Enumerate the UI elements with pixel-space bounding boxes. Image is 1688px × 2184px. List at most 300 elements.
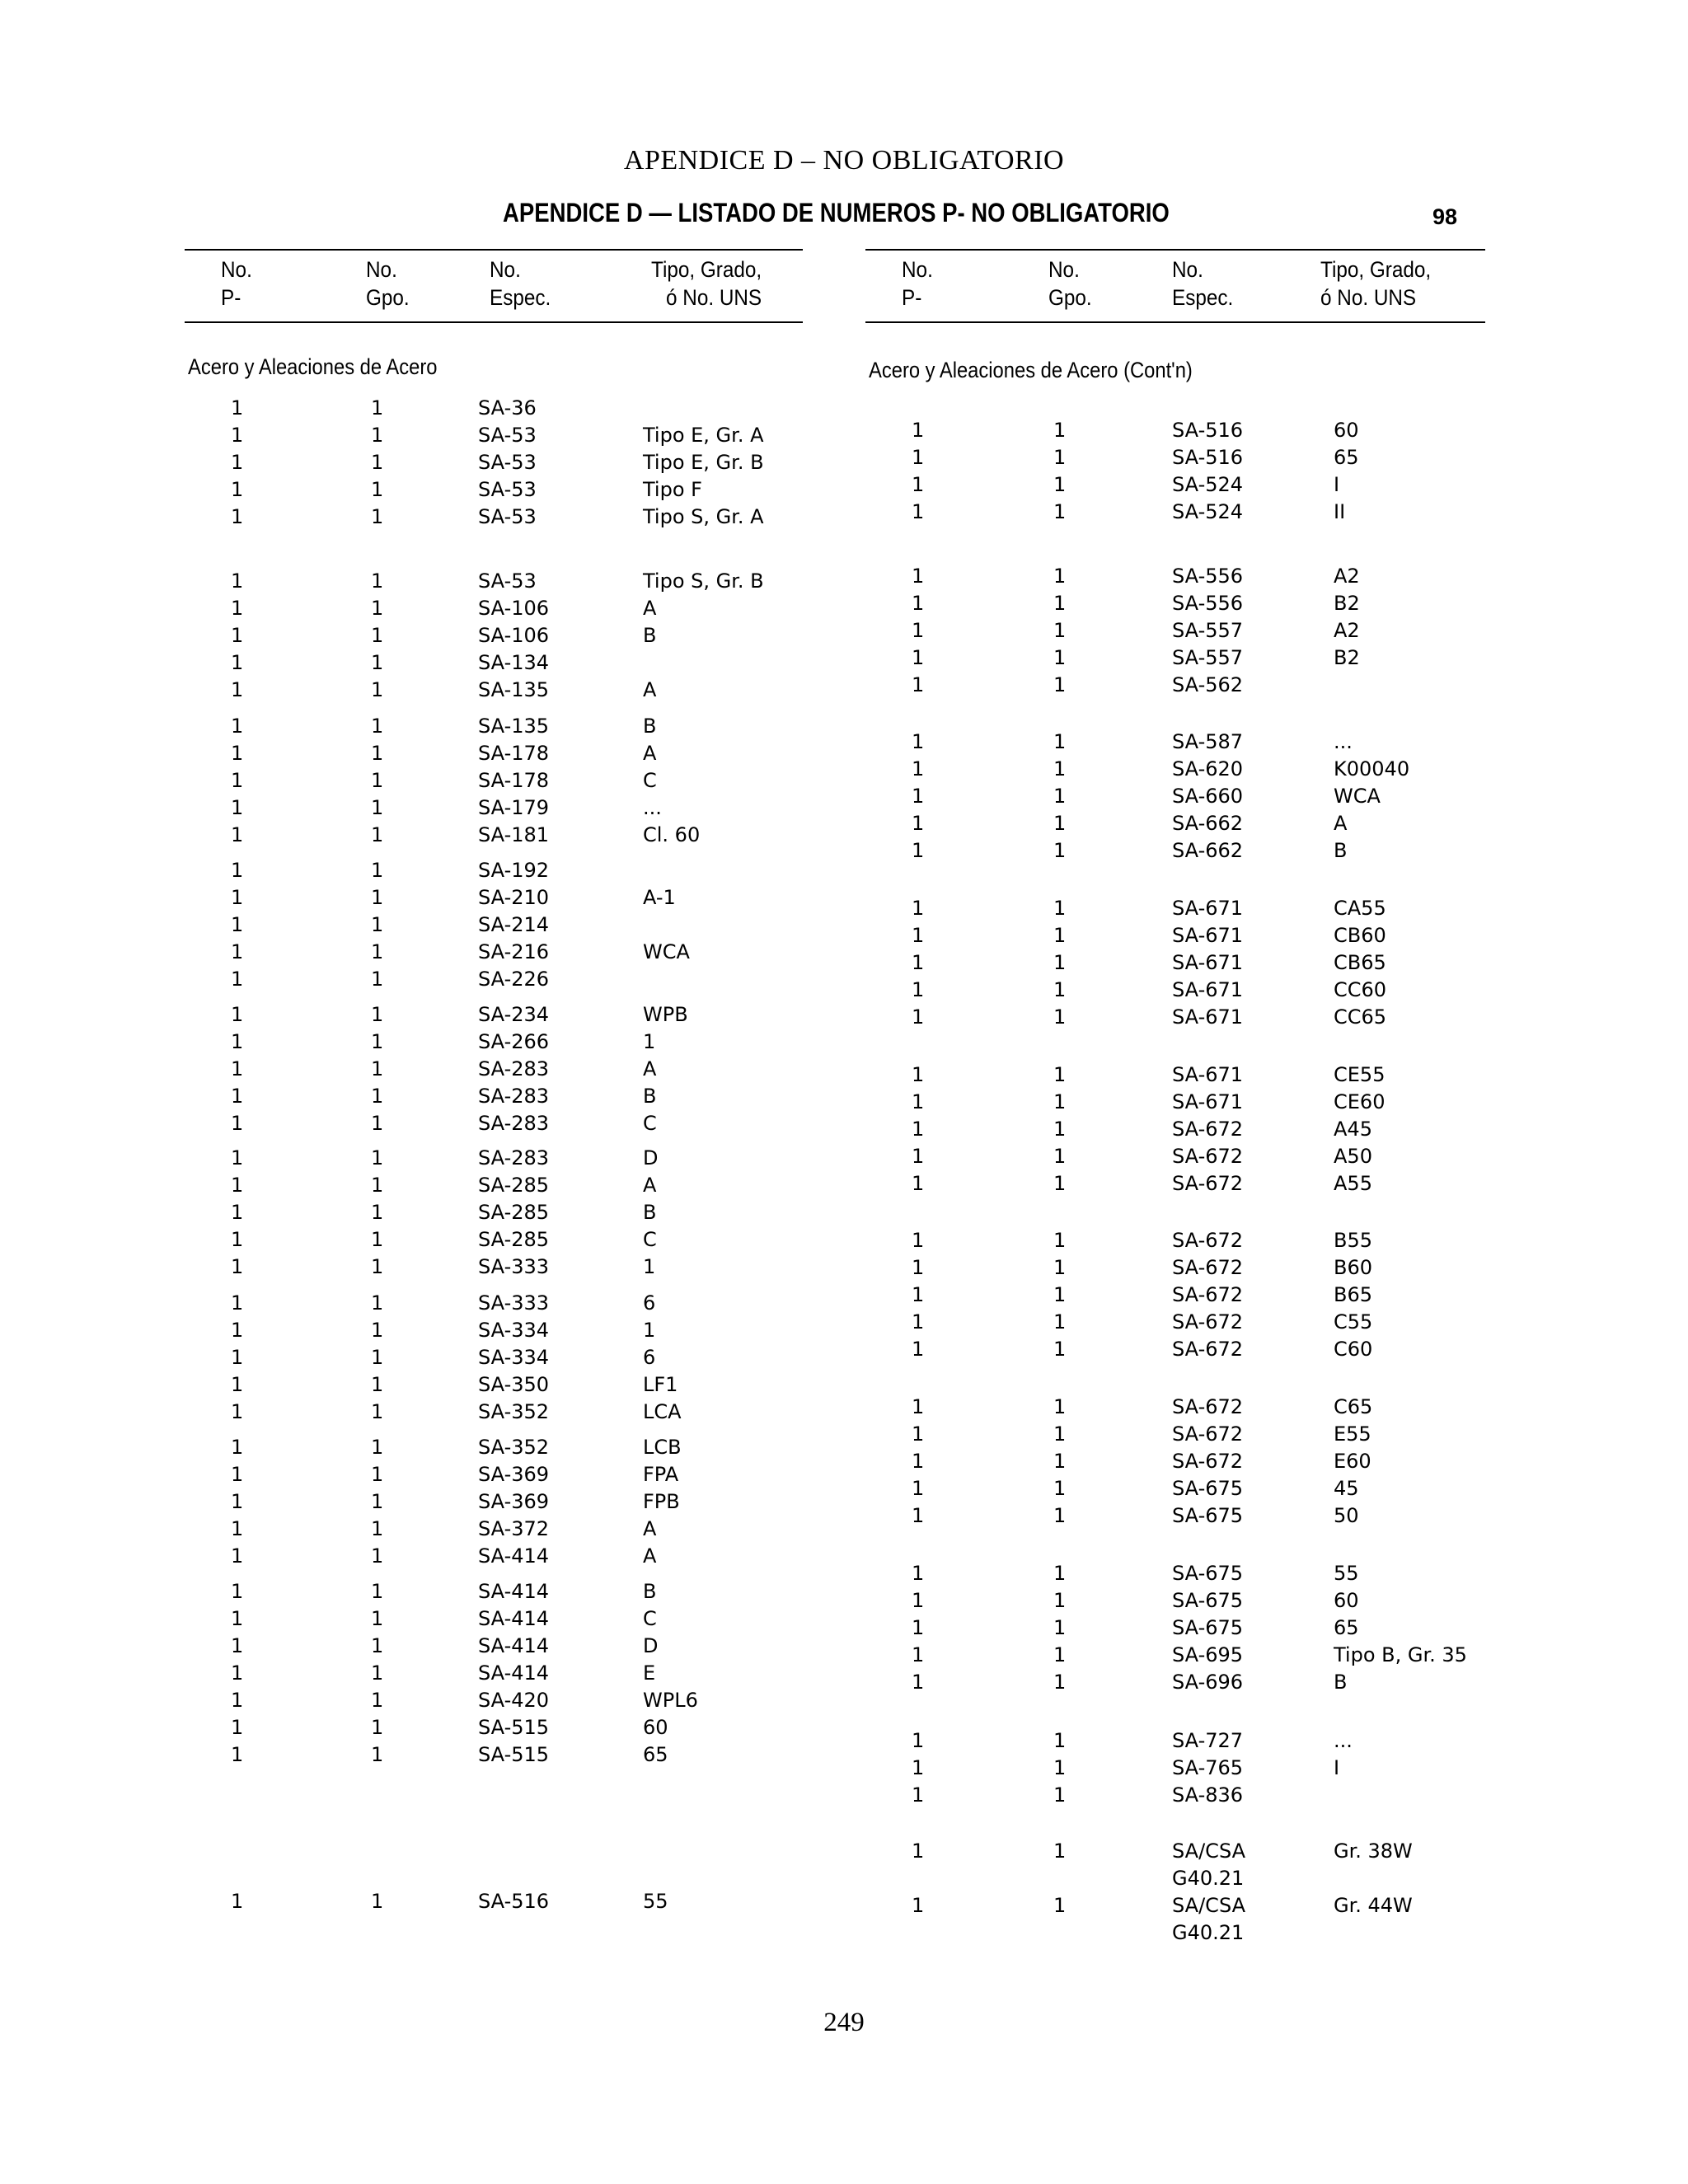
type-grade-cell: WPL6 (643, 1689, 698, 1712)
spec-number-cell: SA-620 (1172, 757, 1244, 780)
spec-number-cell: SA-414 (478, 1607, 550, 1630)
type-grade-cell: A (643, 1174, 657, 1197)
type-grade-cell: A (643, 597, 657, 620)
spec-number-cell: SA-524 (1172, 500, 1244, 523)
p-number-cell: 1 (231, 1400, 244, 1423)
type-grade-cell: C65 (1334, 1395, 1373, 1418)
spec-number-cell: SA-369 (478, 1490, 550, 1513)
type-grade-cell: CE60 (1334, 1090, 1386, 1113)
spec-number-cell: SA-671 (1172, 1063, 1244, 1086)
header-group-number: No. Gpo. (1048, 257, 1092, 310)
p-number-cell: 1 (231, 1291, 244, 1315)
type-grade-cell: Tipo E, Gr. B (643, 451, 764, 474)
spec-number-cell: SA-134 (478, 651, 550, 674)
p-number-cell: 1 (912, 730, 925, 753)
header-type-grade: Tipo, Grado, ó No. UNS (1320, 257, 1432, 310)
p-number-cell: 1 (231, 859, 244, 882)
spec-number-cell: SA-135 (478, 715, 550, 738)
spec-number-cell: SA-350 (478, 1373, 550, 1396)
p-number-cell: 1 (912, 1283, 925, 1306)
type-grade-cell: 60 (1334, 1589, 1359, 1612)
group-number-cell: 1 (1053, 1894, 1067, 1917)
spec-number-cell: SA-53 (478, 451, 537, 474)
header-spec-number: No. Espec. (490, 257, 551, 310)
spec-number-cell: SA-672 (1172, 1172, 1244, 1195)
spec-number-cell: SA-516 (478, 1890, 550, 1913)
type-grade-cell: Tipo S, Gr. B (643, 569, 764, 593)
type-grade-cell: 1 (643, 1319, 656, 1342)
group-number-cell: 1 (371, 569, 384, 593)
spec-number-cell: SA-557 (1172, 619, 1244, 642)
type-grade-cell: WCA (1334, 785, 1381, 808)
p-number-cell: 1 (231, 940, 244, 963)
group-number-cell: 1 (371, 451, 384, 474)
type-grade-cell: C (643, 1228, 657, 1251)
group-number-cell: 1 (1053, 1477, 1067, 1500)
p-number-cell: 1 (912, 1172, 925, 1195)
spec-number-cell: SA-106 (478, 597, 550, 620)
group-number-cell: 1 (1053, 1090, 1067, 1113)
type-grade-cell: E55 (1334, 1422, 1372, 1446)
p-number-cell: 1 (912, 473, 925, 496)
p-number-cell: 1 (231, 597, 244, 620)
p-number-cell: 1 (231, 505, 244, 528)
group-number-cell: 1 (371, 1490, 384, 1513)
type-grade-cell: C (643, 769, 657, 792)
type-grade-cell: 55 (1334, 1562, 1359, 1585)
group-number-cell: 1 (1053, 812, 1067, 835)
p-number-cell: 1 (231, 886, 244, 909)
spec-number-cell: SA-660 (1172, 785, 1244, 808)
group-number-cell: 1 (1053, 951, 1067, 974)
p-number-cell: 1 (231, 1255, 244, 1278)
group-number-cell: 1 (371, 769, 384, 792)
spec-number-cell: SA-234 (478, 1003, 550, 1026)
type-grade-cell: 65 (643, 1743, 668, 1766)
group-number-cell: 1 (371, 796, 384, 819)
spec-number-cell: SA-181 (478, 823, 550, 846)
spec-number-cell: SA-53 (478, 424, 537, 447)
group-number-cell: 1 (1053, 1729, 1067, 1752)
type-grade-cell: B (1334, 839, 1348, 862)
type-grade-cell: 6 (643, 1346, 656, 1369)
spec-number-cell: SA-210 (478, 886, 550, 909)
spec-number-cell: SA-524 (1172, 473, 1244, 496)
p-number-cell: 1 (231, 1517, 244, 1540)
p-number-cell: 1 (912, 673, 925, 696)
spec-number-cell: SA-672 (1172, 1145, 1244, 1168)
spec-number-cell: SA-672 (1172, 1256, 1244, 1279)
p-number-cell: 1 (231, 1634, 244, 1657)
spec-number-cell: SA-106 (478, 624, 550, 647)
p-number-cell: 1 (912, 897, 925, 920)
group-number-cell: 1 (371, 913, 384, 936)
group-number-cell: 1 (371, 1174, 384, 1197)
group-number-cell: 1 (371, 1030, 384, 1053)
type-grade-cell: B (643, 1201, 657, 1224)
type-grade-cell: B65 (1334, 1283, 1373, 1306)
document-title: APENDICE D — LISTADO DE NUMEROS P- NO OBLIGATORIO (503, 198, 1170, 227)
group-number-cell: 1 (1053, 1229, 1067, 1252)
spec-number-cell: SA-672 (1172, 1118, 1244, 1141)
group-number-cell: 1 (371, 1436, 384, 1459)
spec-number-cell: SA-836 (1172, 1783, 1244, 1807)
spec-number-cell: SA-765 (1172, 1756, 1244, 1779)
group-number-cell: 1 (371, 1255, 384, 1278)
group-number-cell: 1 (1053, 1005, 1067, 1029)
p-number-cell: 1 (231, 1607, 244, 1630)
spec-number-cell: SA-283 (478, 1057, 550, 1080)
group-number-cell: 1 (1053, 757, 1067, 780)
type-grade-cell: A45 (1334, 1118, 1372, 1141)
p-number-cell: 1 (912, 1840, 925, 1863)
spec-number-cell: G40.21 (1172, 1867, 1245, 1890)
p-number-cell: 1 (912, 1090, 925, 1113)
p-number-cell: 1 (912, 1118, 925, 1141)
type-grade-cell: 60 (1334, 419, 1359, 442)
p-number-cell: 1 (912, 1504, 925, 1527)
p-number-cell: 1 (231, 1716, 244, 1739)
p-number-cell: 1 (912, 1005, 925, 1029)
p-number-cell: 1 (231, 913, 244, 936)
spec-number-cell: SA-36 (478, 396, 537, 419)
p-number-cell: 1 (912, 1256, 925, 1279)
spec-number-cell: SA-285 (478, 1201, 550, 1224)
p-number-cell: 1 (231, 1544, 244, 1568)
group-number-cell: 1 (371, 478, 384, 501)
type-grade-cell: B2 (1334, 592, 1360, 615)
group-number-cell: 1 (1053, 673, 1067, 696)
group-number-cell: 1 (371, 1689, 384, 1712)
spec-number-cell: SA-556 (1172, 565, 1244, 588)
group-number-cell: 1 (371, 1373, 384, 1396)
spec-number-cell: SA-662 (1172, 839, 1244, 862)
p-number-cell: 1 (231, 769, 244, 792)
p-number-cell: 1 (912, 1671, 925, 1694)
type-grade-cell: A (1334, 812, 1348, 835)
spec-number-cell: SA-214 (478, 913, 550, 936)
group-number-cell: 1 (1053, 897, 1067, 920)
type-grade-cell: A (643, 678, 657, 701)
group-number-cell: 1 (371, 651, 384, 674)
spec-number-cell: SA-672 (1172, 1229, 1244, 1252)
group-number-cell: 1 (1053, 1118, 1067, 1141)
spec-number-cell: SA-675 (1172, 1616, 1244, 1639)
group-number-cell: 1 (371, 1716, 384, 1739)
spec-number-cell: SA-662 (1172, 812, 1244, 835)
spec-number-cell: SA/CSA (1172, 1894, 1246, 1917)
p-number-cell: 1 (912, 839, 925, 862)
type-grade-cell: WCA (643, 940, 690, 963)
group-number-cell: 1 (371, 597, 384, 620)
spec-number-cell: SA-695 (1172, 1643, 1244, 1666)
type-grade-cell: ... (1334, 1729, 1353, 1752)
header-p-number: No. P- (902, 257, 933, 310)
group-number-cell: 1 (371, 823, 384, 846)
spec-number-cell: SA-420 (478, 1689, 550, 1712)
type-grade-cell: Tipo F (643, 478, 702, 501)
spec-number-cell: SA-696 (1172, 1671, 1244, 1694)
spec-number-cell: SA-285 (478, 1174, 550, 1197)
type-grade-cell: LCB (643, 1436, 682, 1459)
p-number-cell: 1 (912, 1616, 925, 1639)
spec-number-cell: SA-414 (478, 1661, 550, 1685)
p-number-cell: 1 (231, 715, 244, 738)
left-column (185, 249, 803, 1913)
p-number-cell: 1 (912, 785, 925, 808)
group-number-cell: 1 (371, 1146, 384, 1169)
type-grade-cell: Gr. 44W (1334, 1894, 1413, 1917)
type-grade-cell: 6 (643, 1291, 656, 1315)
group-number-cell: 1 (371, 1201, 384, 1224)
type-grade-cell: CB65 (1334, 951, 1386, 974)
p-number-cell: 1 (231, 424, 244, 447)
spec-number-cell: G40.21 (1172, 1921, 1245, 1944)
p-number-cell: 1 (231, 1228, 244, 1251)
type-grade-cell: Tipo E, Gr. A (643, 424, 764, 447)
spec-number-cell: SA/CSA (1172, 1840, 1246, 1863)
p-number-cell: 1 (231, 1743, 244, 1766)
p-number-cell: 1 (912, 500, 925, 523)
p-number-cell: 1 (912, 1338, 925, 1361)
type-grade-cell: B (643, 1085, 657, 1108)
spec-number-cell: SA-283 (478, 1085, 550, 1108)
p-number-cell: 1 (231, 1057, 244, 1080)
group-number-cell: 1 (371, 424, 384, 447)
group-number-cell: 1 (1053, 1504, 1067, 1527)
spec-number-cell: SA-672 (1172, 1450, 1244, 1473)
group-number-cell: 1 (371, 1890, 384, 1913)
group-number-cell: 1 (1053, 785, 1067, 808)
group-number-cell: 1 (371, 886, 384, 909)
group-number-cell: 1 (371, 1463, 384, 1486)
p-number-cell: 1 (231, 1689, 244, 1712)
p-number-cell: 1 (912, 1783, 925, 1807)
type-grade-cell: 55 (643, 1890, 668, 1913)
p-number-cell: 1 (231, 1661, 244, 1685)
p-number-cell: 1 (912, 1643, 925, 1666)
p-number-cell: 1 (912, 757, 925, 780)
spec-number-cell: SA-53 (478, 569, 537, 593)
spec-number-cell: SA-672 (1172, 1283, 1244, 1306)
type-grade-cell: A (643, 742, 657, 765)
group-number-cell: 1 (371, 1346, 384, 1369)
group-number-cell: 1 (1053, 1145, 1067, 1168)
group-number-cell: 1 (1053, 565, 1067, 588)
type-grade-cell: A (643, 1544, 657, 1568)
type-grade-cell: D (643, 1634, 659, 1657)
type-grade-cell: I (1334, 473, 1340, 496)
group-number-cell: 1 (1053, 1840, 1067, 1863)
group-number-cell: 1 (371, 1112, 384, 1135)
group-number-cell: 1 (371, 1085, 384, 1108)
type-grade-cell: Gr. 38W (1334, 1840, 1413, 1863)
group-number-cell: 1 (371, 1319, 384, 1342)
p-number-cell: 1 (231, 624, 244, 647)
spec-number-cell: SA-352 (478, 1400, 550, 1423)
spec-number-cell: SA-414 (478, 1634, 550, 1657)
p-number-cell: 1 (231, 651, 244, 674)
spec-number-cell: SA-53 (478, 505, 537, 528)
p-number-cell: 1 (231, 1085, 244, 1108)
type-grade-cell: D (643, 1146, 659, 1169)
spec-number-cell: SA-587 (1172, 730, 1244, 753)
p-number-cell: 1 (912, 1145, 925, 1168)
spec-number-cell: SA-266 (478, 1030, 550, 1053)
group-number-cell: 1 (1053, 446, 1067, 469)
p-number-cell: 1 (912, 1395, 925, 1418)
spec-number-cell: SA-334 (478, 1346, 550, 1369)
group-number-cell: 1 (1053, 1063, 1067, 1086)
p-number-cell: 1 (912, 812, 925, 835)
group-number-cell: 1 (1053, 1283, 1067, 1306)
type-grade-cell: CE55 (1334, 1063, 1386, 1086)
type-grade-cell: ... (643, 796, 662, 819)
header-p-number: No. P- (221, 257, 252, 310)
spec-number-cell: SA-178 (478, 769, 550, 792)
type-grade-cell: B2 (1334, 646, 1360, 669)
p-number-cell: 1 (912, 1310, 925, 1333)
spec-number-cell: SA-515 (478, 1743, 550, 1766)
p-number-cell: 1 (231, 1003, 244, 1026)
p-number-cell: 1 (231, 1201, 244, 1224)
group-number-cell: 1 (371, 505, 384, 528)
header-type-grade: Tipo, Grado, ó No. UNS (651, 257, 762, 310)
spec-number-cell: SA-369 (478, 1463, 550, 1486)
type-grade-cell: B55 (1334, 1229, 1373, 1252)
group-number-cell: 1 (1053, 1450, 1067, 1473)
spec-number-cell: SA-135 (478, 678, 550, 701)
type-grade-cell: 50 (1334, 1504, 1359, 1527)
spec-number-cell: SA-671 (1172, 951, 1244, 974)
type-grade-cell: K00040 (1334, 757, 1410, 780)
group-number-cell: 1 (371, 1544, 384, 1568)
spec-number-cell: SA-516 (1172, 419, 1244, 442)
spec-number-cell: SA-556 (1172, 592, 1244, 615)
group-number-cell: 1 (1053, 978, 1067, 1001)
group-number-cell: 1 (371, 1400, 384, 1423)
group-number-cell: 1 (1053, 473, 1067, 496)
p-number-cell: 1 (231, 569, 244, 593)
spec-number-cell: SA-352 (478, 1436, 550, 1459)
group-number-cell: 1 (371, 715, 384, 738)
type-grade-cell: B (1334, 1671, 1348, 1694)
group-number-cell: 1 (371, 1661, 384, 1685)
p-number-cell: 1 (231, 1112, 244, 1135)
spec-number-cell: SA-671 (1172, 897, 1244, 920)
type-grade-cell: 1 (643, 1030, 656, 1053)
header-spec-number: No. Espec. (1172, 257, 1234, 310)
p-number-cell: 1 (912, 1450, 925, 1473)
group-number-cell: 1 (1053, 419, 1067, 442)
type-grade-cell: B (643, 1580, 657, 1603)
type-grade-cell: C (643, 1607, 657, 1630)
type-grade-cell: Tipo S, Gr. A (643, 505, 764, 528)
group-number-cell: 1 (371, 1003, 384, 1026)
group-number-cell: 1 (371, 968, 384, 991)
spec-number-cell: SA-727 (1172, 1729, 1244, 1752)
running-header: APENDICE D – NO OBLIGATORIO (623, 145, 1065, 176)
group-number-cell: 1 (371, 859, 384, 882)
group-number-cell: 1 (371, 1607, 384, 1630)
p-number-cell: 1 (231, 823, 244, 846)
p-number-cell: 1 (231, 1319, 244, 1342)
group-number-cell: 1 (371, 396, 384, 419)
group-number-cell: 1 (371, 1517, 384, 1540)
group-number-cell: 1 (1053, 500, 1067, 523)
type-grade-cell: A (643, 1517, 657, 1540)
left-column-header (185, 249, 803, 323)
group-number-cell: 1 (371, 940, 384, 963)
p-number-cell: 1 (912, 924, 925, 947)
spec-number-cell: SA-53 (478, 478, 537, 501)
type-grade-cell: CA55 (1334, 897, 1386, 920)
group-number-cell: 1 (1053, 1562, 1067, 1585)
spec-number-cell: SA-216 (478, 940, 550, 963)
spec-number-cell: SA-672 (1172, 1395, 1244, 1418)
group-number-cell: 1 (1053, 924, 1067, 947)
header-group-number: No. Gpo. (366, 257, 410, 310)
spec-number-cell: SA-675 (1172, 1477, 1244, 1500)
group-number-cell: 1 (1053, 1756, 1067, 1779)
group-number-cell: 1 (371, 1634, 384, 1657)
spec-number-cell: SA-562 (1172, 673, 1244, 696)
type-grade-cell: B (643, 624, 657, 647)
type-grade-cell: FPB (643, 1490, 680, 1513)
group-number-cell: 1 (1053, 1395, 1067, 1418)
p-number-cell: 1 (912, 619, 925, 642)
spec-number-cell: SA-192 (478, 859, 550, 882)
type-grade-cell: ... (1334, 730, 1353, 753)
right-column (865, 249, 1485, 1944)
p-number-cell: 1 (231, 396, 244, 419)
type-grade-cell: C (643, 1112, 657, 1135)
p-number-cell: 1 (912, 646, 925, 669)
p-number-cell: 1 (231, 968, 244, 991)
right-column-header (865, 249, 1485, 323)
type-grade-cell: B60 (1334, 1256, 1373, 1279)
group-number-cell: 1 (1053, 1310, 1067, 1333)
p-number-cell: 1 (231, 1346, 244, 1369)
page-number: 249 (823, 2008, 865, 2037)
p-number-cell: 1 (231, 1436, 244, 1459)
p-number-cell: 1 (912, 446, 925, 469)
type-grade-cell: E60 (1334, 1450, 1372, 1473)
type-grade-cell: E (643, 1661, 656, 1685)
type-grade-cell: 65 (1334, 1616, 1359, 1639)
spec-number-cell: SA-675 (1172, 1589, 1244, 1612)
p-number-cell: 1 (912, 951, 925, 974)
type-grade-cell: 45 (1334, 1477, 1359, 1500)
p-number-cell: 1 (912, 978, 925, 1001)
type-grade-cell: B (643, 715, 657, 738)
p-number-cell: 1 (231, 796, 244, 819)
type-grade-cell: Tipo B, Gr. 35 (1334, 1643, 1467, 1666)
type-grade-cell: 60 (643, 1716, 668, 1739)
type-grade-cell: FPA (643, 1463, 679, 1486)
type-grade-cell: I (1334, 1756, 1340, 1779)
group-number-cell: 1 (371, 678, 384, 701)
p-number-cell: 1 (231, 1580, 244, 1603)
spec-number-cell: SA-675 (1172, 1504, 1244, 1527)
page-tag: 98 (1432, 204, 1458, 229)
p-number-cell: 1 (231, 1490, 244, 1513)
type-grade-cell: LF1 (643, 1373, 678, 1396)
group-number-cell: 1 (1053, 1589, 1067, 1612)
spec-number-cell: SA-672 (1172, 1310, 1244, 1333)
type-grade-cell: 65 (1334, 446, 1359, 469)
spec-number-cell: SA-675 (1172, 1562, 1244, 1585)
